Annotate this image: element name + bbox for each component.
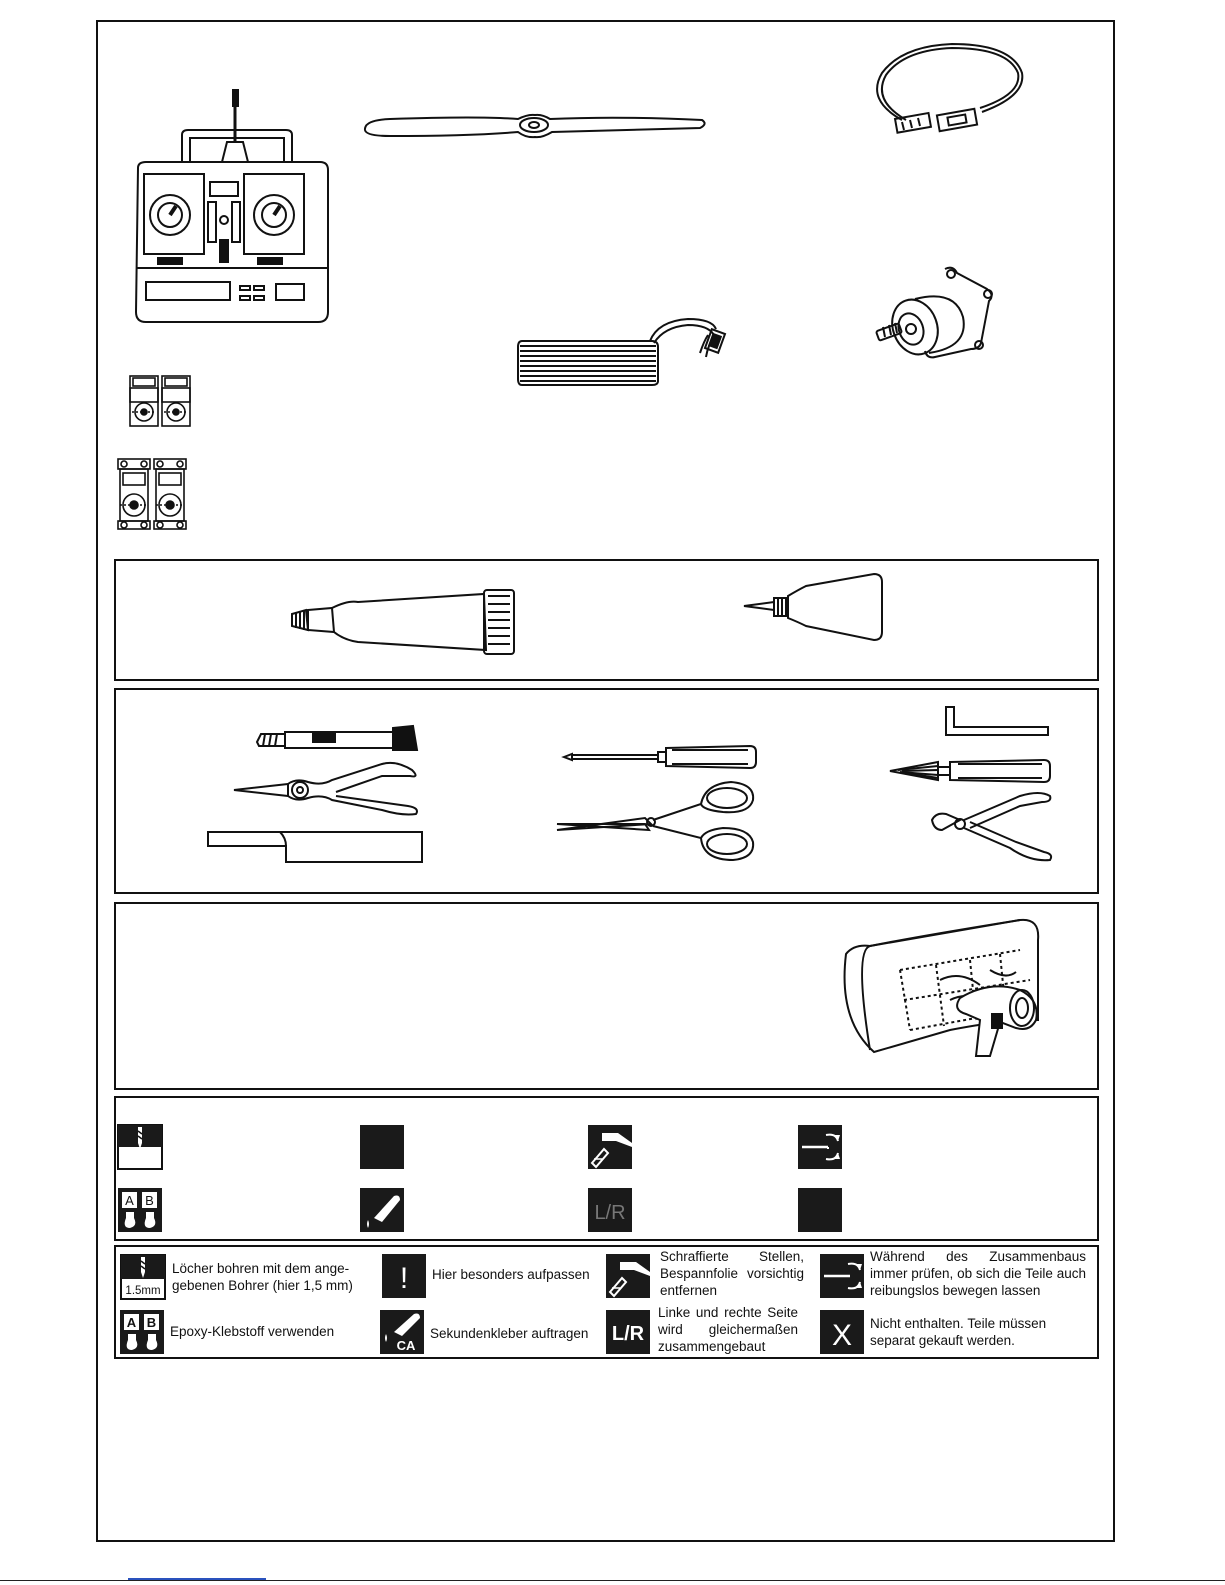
legend-hatched-icon <box>606 1254 650 1298</box>
attention-symbol-blank <box>360 1125 404 1169</box>
svg-text:CA: CA <box>396 1338 416 1353</box>
legend-attention-text: Hier besonders aufpassen <box>432 1267 590 1282</box>
lr-symbol <box>588 1188 632 1232</box>
transmitter-icon <box>130 90 335 330</box>
legend-attention-icon <box>382 1254 426 1298</box>
svg-text:A: A <box>125 1193 134 1208</box>
drill-symbol <box>118 1125 162 1169</box>
phillips-screwdriver-icon <box>562 742 758 772</box>
hex-key-icon <box>942 705 1054 737</box>
check-movement-symbol <box>798 1125 842 1169</box>
epoxy-symbol <box>118 1188 162 1232</box>
needle-nose-pliers-icon <box>232 762 420 824</box>
svg-text:X: X <box>831 1319 853 1352</box>
hatched-symbol <box>588 1125 632 1169</box>
legend-ca-text: Sekundenkleber auftragen <box>430 1326 589 1341</box>
legend-ca-icon <box>380 1310 424 1354</box>
brushless-motor-icon <box>875 265 1000 365</box>
heat-gun-covering-icon <box>840 910 1040 1060</box>
hex-driver-icon <box>888 756 1054 786</box>
bottom-rule <box>0 1580 1225 1581</box>
not-included-symbol-blank <box>798 1188 842 1232</box>
bottom-link-underline <box>128 1578 266 1580</box>
svg-text:L/R: L/R <box>611 1323 645 1345</box>
legend-check-text: Während des Zusammenbaus immer prüfen, ob sich die Teile auch reibungslos bewegen lassen <box>870 1249 1086 1298</box>
standard-servos-icon <box>114 455 190 531</box>
svg-text:L/R: L/R <box>594 1202 626 1224</box>
svg-text:!: ! <box>399 1262 409 1295</box>
svg-text:B: B <box>146 1315 157 1330</box>
battery-pack-icon <box>518 305 738 387</box>
legend-lr-text: Linke und rechte Seite wird gleichermaßen zusammengebaut <box>658 1305 798 1354</box>
propeller-icon <box>360 110 710 146</box>
legend-drill-text: Löcher bohren mit dem ange- gebenen Bohrer (hier 1,5 mm) <box>172 1261 353 1293</box>
ca-symbol <box>360 1188 404 1232</box>
legend-hatched-text: Schraffierte Stellen, Bespannfolie vorsichtig entfernen <box>660 1249 804 1298</box>
side-cutter-icon <box>930 790 1054 866</box>
small-servos-icon <box>128 372 192 430</box>
ca-glue-bottle-icon <box>742 572 888 642</box>
epoxy-tube-icon <box>288 588 518 658</box>
legend-drill-icon <box>120 1254 166 1300</box>
sanding-block-icon <box>206 828 424 866</box>
legend-epoxy-text: Epoxy-Klebstoff verwenden <box>170 1324 335 1339</box>
legend-not-included-text: Nicht enthalten. Teile müssen separat gekauft werden. <box>870 1316 1047 1348</box>
svg-text:1.5mm: 1.5mm <box>125 1285 161 1297</box>
svg-text:A: A <box>126 1315 137 1330</box>
extension-cable-icon <box>872 38 1042 138</box>
adhesives-panel <box>114 559 1099 681</box>
hobby-knife-icon <box>255 724 420 752</box>
svg-text:B: B <box>145 1193 154 1208</box>
legend-check-icon <box>820 1254 864 1298</box>
scissors-icon <box>555 778 760 864</box>
legend-not-included-icon <box>820 1310 864 1354</box>
legend-epoxy-icon <box>120 1310 164 1354</box>
legend-lr-icon <box>606 1310 650 1354</box>
